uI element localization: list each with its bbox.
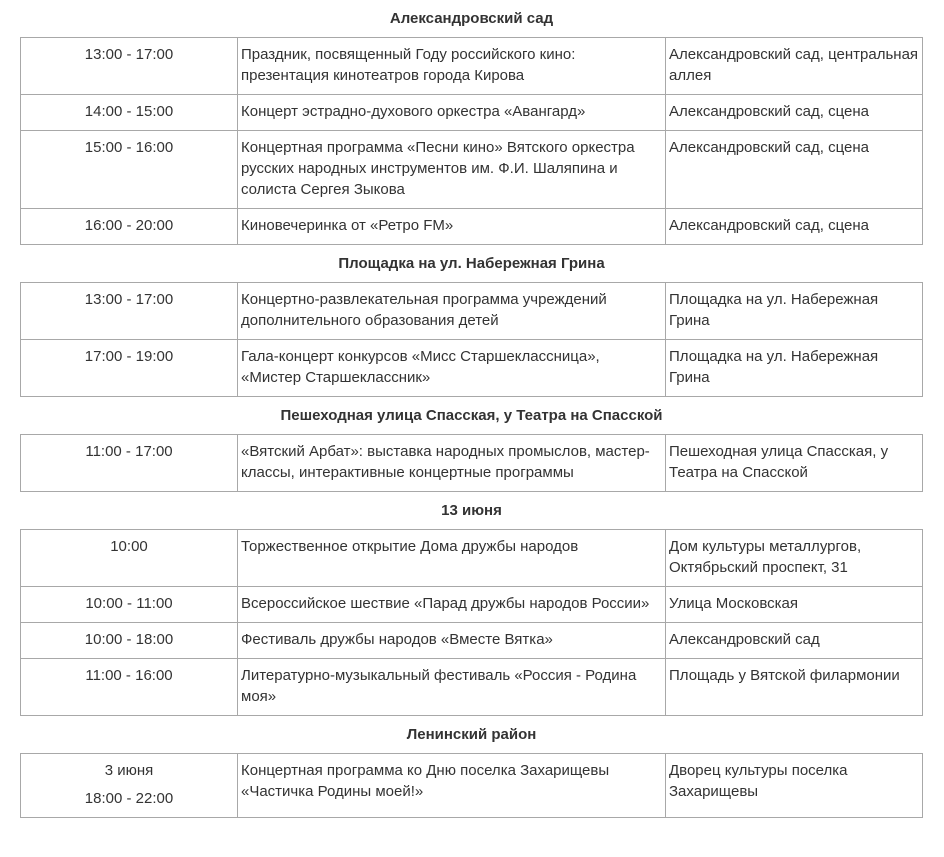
event-date: 3 июня	[104, 762, 154, 779]
event-time: 13:00 - 17:00	[21, 38, 238, 95]
event-description: Фестиваль дружбы народов «Вместе Вятка»	[238, 623, 666, 659]
section-header	[21, 716, 923, 754]
event-description: Концертно-развлекательная программа учреждений дополнительного образования детей	[238, 283, 666, 340]
event-place: Александровский сад, сцена	[666, 95, 923, 131]
table-row	[21, 95, 923, 131]
event-place: Дом культуры металлургов, Октябрьский проспект, 31	[666, 530, 923, 587]
event-description: Праздник, посвященный Году российского кино: презентация кинотеатров города Кирова	[238, 38, 666, 95]
event-place: Александровский сад, сцена	[666, 131, 923, 209]
section-header	[21, 492, 923, 530]
event-place: Пешеходная улица Спасская, у Театра на Спасской	[666, 435, 923, 492]
table-row	[21, 587, 923, 623]
event-time: 11:00 - 17:00	[21, 435, 238, 492]
table-row	[21, 340, 923, 397]
event-description: Литературно-музыкальный фестиваль «Россия - Родина моя»	[238, 659, 666, 716]
table-row	[21, 38, 923, 95]
section-title: Александровский сад	[21, 0, 923, 38]
event-description: Концертная программа «Песни кино» Вятского оркестра русских народных инструментов им. Ф.И. Шаляпина и солиста Сергея Зыкова	[238, 131, 666, 209]
event-time: 11:00 - 16:00	[21, 659, 238, 716]
event-place: Улица Московская	[666, 587, 923, 623]
event-time: 10:00 - 11:00	[21, 587, 238, 623]
table-row	[21, 623, 923, 659]
event-place: Дворец культуры поселка Захарищевы	[666, 754, 923, 818]
event-description: Концертная программа ко Дню поселка Захарищевы «Частичка Родины моей!»	[238, 754, 666, 818]
event-time: 18:00 - 22:00	[84, 790, 174, 807]
table-row	[21, 209, 923, 245]
event-description: Всероссийское шествие «Парад дружбы народов России»	[238, 587, 666, 623]
table-row	[21, 754, 923, 818]
section-header	[21, 0, 923, 38]
event-description: Гала-концерт конкурсов «Мисс Старшеклассница», «Мистер Старшеклассник»	[238, 340, 666, 397]
event-description: Торжественное открытие Дома дружбы народов	[238, 530, 666, 587]
event-time-cell	[21, 754, 238, 818]
table-row	[21, 283, 923, 340]
table-row	[21, 659, 923, 716]
table-row	[21, 530, 923, 587]
table-row	[21, 435, 923, 492]
event-time: 10:00	[21, 530, 238, 587]
event-description: «Вятский Арбат»: выставка народных промыслов, мастер-классы, интерактивные концертные программы	[238, 435, 666, 492]
table-row	[21, 131, 923, 209]
event-place: Александровский сад, центральная аллея	[666, 38, 923, 95]
event-place: Александровский сад, сцена	[666, 209, 923, 245]
event-schedule-table	[20, 0, 923, 818]
section-header	[21, 397, 923, 435]
section-title: Ленинский район	[21, 716, 923, 754]
event-description: Киновечеринка от «Ретро FM»	[238, 209, 666, 245]
event-place: Площадь у Вятской филармонии	[666, 659, 923, 716]
event-time: 13:00 - 17:00	[21, 283, 238, 340]
section-title: 13 июня	[21, 492, 923, 530]
section-title: Пешеходная улица Спасская, у Театра на Спасской	[21, 397, 923, 435]
event-time: 15:00 - 16:00	[21, 131, 238, 209]
event-place: Площадка на ул. Набережная Грина	[666, 340, 923, 397]
event-time: 16:00 - 20:00	[21, 209, 238, 245]
section-header	[21, 245, 923, 283]
event-time: 17:00 - 19:00	[21, 340, 238, 397]
event-time: 14:00 - 15:00	[21, 95, 238, 131]
event-place: Александровский сад	[666, 623, 923, 659]
event-time: 10:00 - 18:00	[21, 623, 238, 659]
event-place: Площадка на ул. Набережная Грина	[666, 283, 923, 340]
event-description: Концерт эстрадно-духового оркестра «Авангард»	[238, 95, 666, 131]
section-title: Площадка на ул. Набережная Грина	[21, 245, 923, 283]
